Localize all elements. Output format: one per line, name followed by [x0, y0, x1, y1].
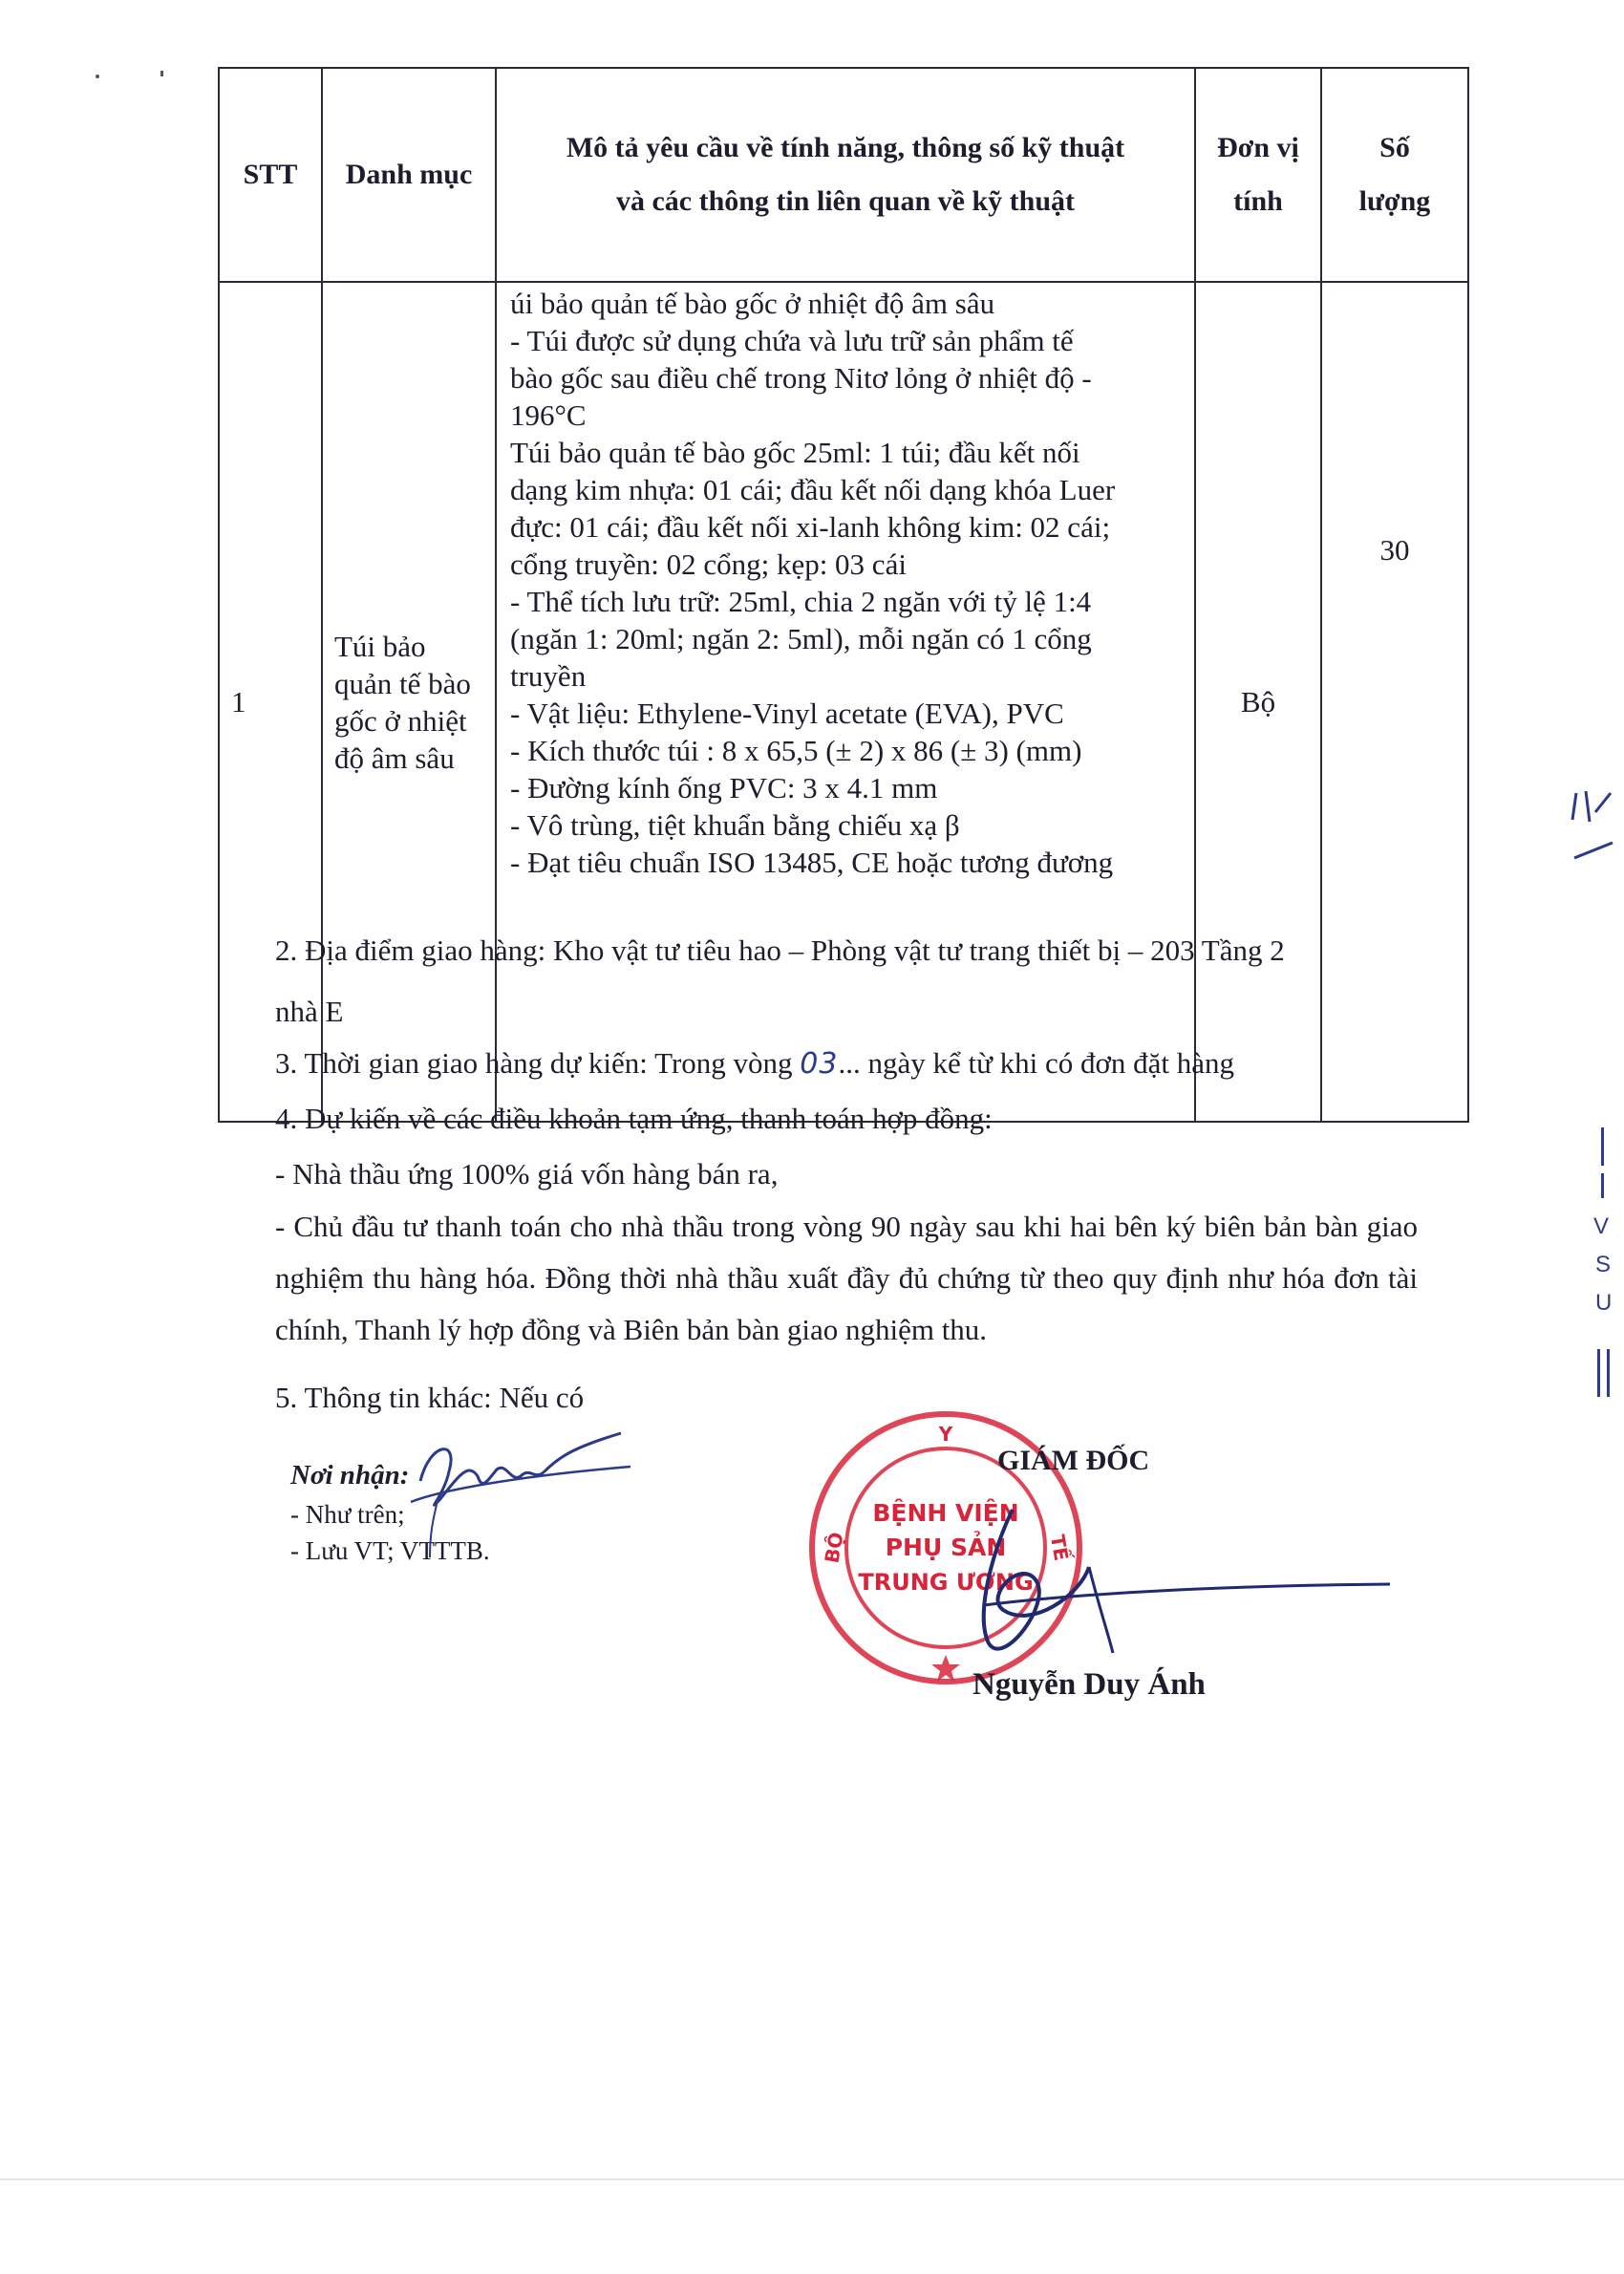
signer-name: Nguyễn Duy Ánh: [972, 1667, 1206, 1702]
cell-stt: 1: [219, 282, 322, 1122]
description-line: Túi bảo quản tế bào gốc 25ml: 1 túi; đầu kết nối: [510, 436, 1080, 469]
description-line: đực: 01 cái; đầu kết nối xi-lanh không kim: 02 cái;: [510, 510, 1111, 544]
recipients-title: Nơi nhận:: [290, 1460, 410, 1491]
description-line: bào gốc sau điều chế trong Nitơ lỏng ở nhiệt độ -: [510, 361, 1092, 395]
stamp-ring-top: Y: [938, 1423, 953, 1446]
stamp-line-1: BỆNH VIỆN: [872, 1499, 1019, 1527]
delivery-time-prefix: 3. Thời gian giao hàng dự kiến: Trong vòng: [275, 1046, 793, 1080]
cell-quantity: 30: [1321, 282, 1468, 1122]
delivery-time: [275, 1045, 1234, 1083]
payment-terms: - Chủ đầu tư thanh toán cho nhà thầu trong vòng 90 ngày sau khi hai bên ký biên bản bàn giao nghiệm thu hàng hóa. Đồng thời nhà thầu xuất đầy đủ chứng từ theo quy định như hóa đơn tài chính, Thanh lý hợp đồng và Biên bản bàn giao nghiệm thu.: [275, 1210, 1418, 1346]
category-line: quản tế bào: [334, 666, 471, 700]
stamp-ring-left: BỘ: [820, 1530, 848, 1565]
delivery-time-suffix: ngày kể từ khi có đơn đặt hàng: [867, 1046, 1235, 1080]
header-description-line: Mô tả yêu cầu về tính năng, thông số kỹ thuật: [566, 132, 1125, 163]
delivery-place-line-1: 2. Địa điểm giao hàng: Kho vật tư tiêu hao – Phòng vật tư trang thiết bị – 203 Tầng 2: [275, 933, 1285, 967]
recipient-item: - Như trên;: [290, 1500, 405, 1529]
cell-unit: Bộ: [1195, 282, 1321, 1122]
table-row: [219, 282, 1468, 1122]
header-unit-line: Đơn vị: [1217, 132, 1299, 163]
description-line: 196°C: [510, 398, 587, 432]
stamp-line-2: PHỤ SẢN: [885, 1534, 1007, 1561]
delivery-time-dots: ...: [838, 1046, 861, 1080]
delivery-place-line-2: nhà E: [275, 995, 344, 1028]
description-line: - Đường kính ống PVC: 3 x 4.1 mm: [510, 771, 938, 804]
margin-tick: [1597, 1349, 1600, 1397]
scan-speck: [160, 71, 163, 76]
scan-edge: [0, 2178, 1624, 2180]
category-line: Túi bảo: [334, 629, 426, 663]
table-header-row: [219, 68, 1468, 282]
margin-scribble: [1567, 783, 1614, 860]
margin-letter: S: [1595, 1252, 1612, 1277]
margin-letter: V: [1593, 1213, 1610, 1239]
payment-title: 4. Dự kiến về các điều khoản tạm ứng, thanh toán hợp đồng:: [275, 1102, 993, 1135]
header-category: Danh mục: [322, 68, 496, 282]
other-info: 5. Thông tin khác: Nếu có: [275, 1381, 585, 1414]
initials-signature: [401, 1424, 650, 1557]
description-line: úi bảo quản tế bào gốc ở nhiệt độ âm sâu: [510, 287, 995, 320]
description-line: - Đạt tiêu chuẩn ISO 13485, CE hoặc tương đương: [510, 846, 1114, 879]
handwritten-days: 03: [800, 1047, 839, 1081]
header-unit: [1195, 68, 1321, 282]
scan-speck: [96, 75, 99, 78]
director-signature: [946, 1491, 1395, 1682]
header-stt: STT: [219, 68, 322, 282]
description-line: - Kích thước túi : 8 x 65,5 (± 2) x 86 (± 3) (mm): [510, 734, 1082, 767]
description-line: truyền: [510, 659, 587, 693]
header-unit-line: tính: [1233, 185, 1283, 217]
description-line: - Vật liệu: Ethylene-Vinyl acetate (EVA), PVC: [510, 697, 1064, 730]
description-line: - Túi được sử dụng chứa và lưu trữ sản phẩm tế: [510, 324, 1074, 357]
stamp-line-3: TRUNG ƯƠNG: [858, 1569, 1034, 1596]
category-line: độ âm sâu: [334, 740, 455, 775]
header-quantity-line: lượng: [1358, 185, 1431, 217]
cell-description: [496, 282, 1195, 1122]
header-description: [496, 68, 1195, 282]
category-line: gốc ở nhiệt: [334, 703, 467, 738]
cell-category: [322, 282, 496, 1122]
description-line: dạng kim nhựa: 01 cái; đầu kết nối dạng khóa Luer: [510, 473, 1116, 506]
header-quantity-line: Số: [1379, 132, 1410, 163]
description-line: (ngăn 1: 20ml; ngăn 2: 5ml), mỗi ngăn có 1 cổng: [510, 622, 1092, 655]
margin-tick: [1607, 1349, 1610, 1397]
description-line: cổng truyền: 02 cổng; kẹp: 03 cái: [510, 547, 907, 581]
stamp-ring-right: TẾ: [1045, 1533, 1074, 1563]
margin-tick: [1601, 1173, 1604, 1198]
description-line: - Vô trùng, tiệt khuẩn bằng chiếu xạ β: [510, 808, 960, 842]
signer-role: GIÁM ĐỐC: [997, 1445, 1150, 1476]
margin-letter: U: [1595, 1290, 1613, 1316]
description-line: - Thể tích lưu trữ: 25ml, chia 2 ngăn với tỷ lệ 1:4: [510, 585, 1092, 618]
recipient-item: - Lưu VT; VTTTB.: [290, 1536, 490, 1565]
payment-advance: - Nhà thầu ứng 100% giá vốn hàng bán ra,: [275, 1157, 779, 1191]
header-description-line: và các thông tin liên quan về kỹ thuật: [615, 185, 1076, 217]
margin-tick: [1601, 1127, 1604, 1166]
header-quantity: [1321, 68, 1468, 282]
